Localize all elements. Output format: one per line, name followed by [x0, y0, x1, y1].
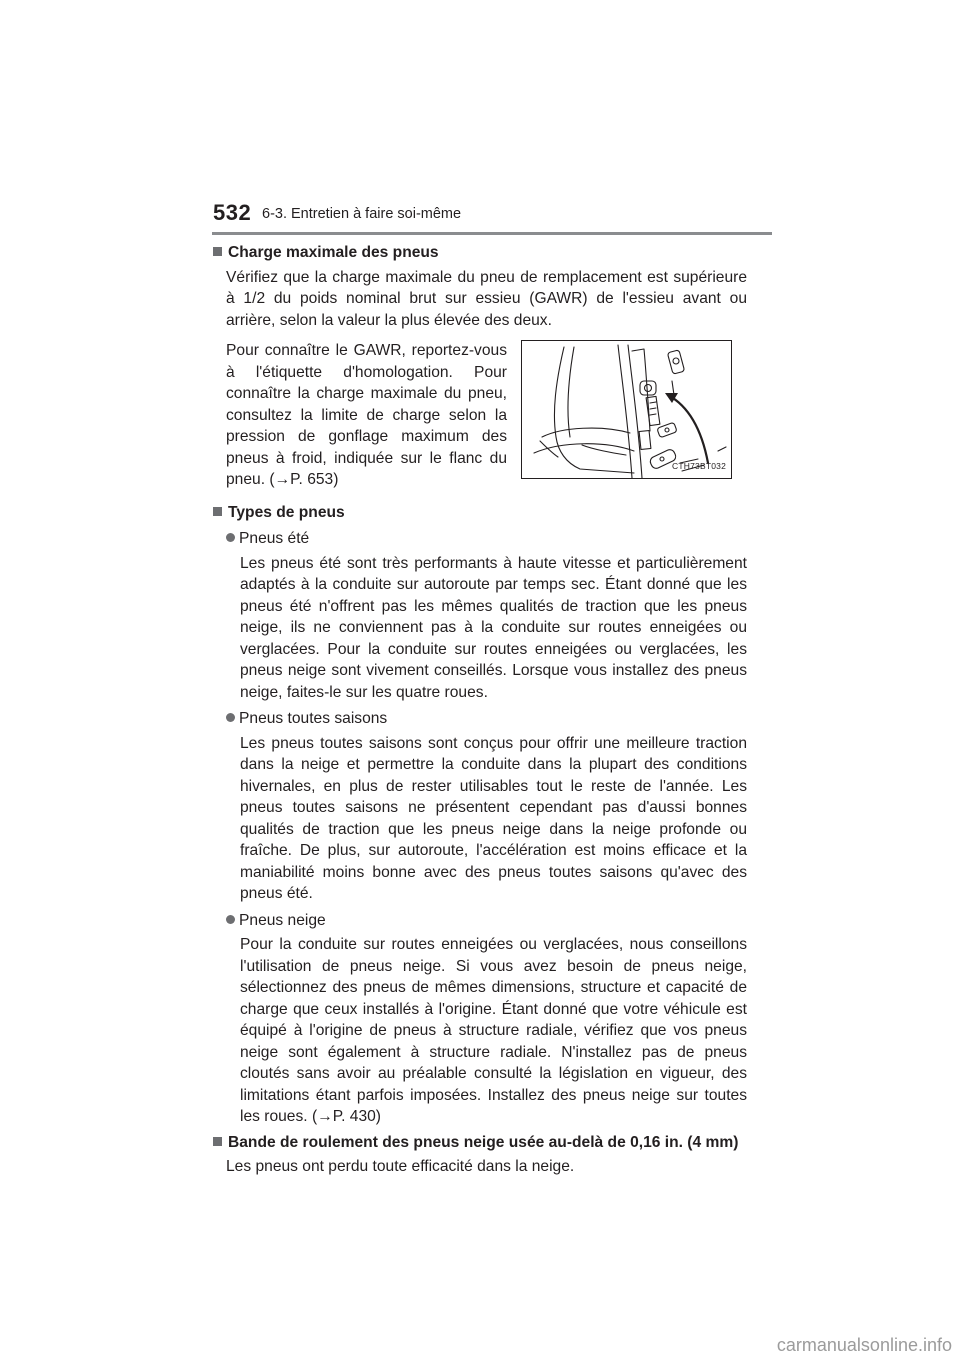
heading-tread-text: Bande de roulement des pneus neige usée au-delà de 0,16 in. (4 mm)	[228, 1133, 739, 1151]
round-bullet-icon	[226, 533, 235, 542]
page-content	[213, 242, 747, 1178]
bullet-all-season	[226, 708, 747, 730]
load-para-2: Pour connaître le GAWR, reportez-vous à l'étiquette d'homologation. Pour connaître la charge maximale du pneu, consultez la limite de charge selon la pression de gonflage maximum des pneus à froid, indiquée sur le flanc du pneu. (→P. 653)	[226, 342, 507, 488]
heading-tread	[213, 1132, 747, 1154]
bullet-snow	[226, 910, 747, 932]
section-title: 6-3. Entretien à faire soi-même	[262, 206, 462, 222]
load-block	[226, 340, 747, 491]
page-number: 532	[213, 200, 252, 225]
square-bullet-icon	[213, 247, 222, 256]
summer-text: Les pneus été sont très performants à haute vitesse et particulièrement adaptés à la conduite sur autoroute par temps sec. Étant donné que les pneus été n'offrent pas les mêmes qualités de traction que les pneus neige, ils ne conviennent pas à la conduite sur routes enneigées ou verglacées. Pour la conduite sur routes enneigées ou verglacées, les pneus neige sont vivement conseillés. Lorsque vous installez des pneus neige, faites-le sur les quatre roues.	[240, 554, 747, 701]
all-season-text: Les pneus toutes saisons sont conçus pour offrir une meilleure traction dans la neige et permettre la conduite dans la plupart des conditions hivernales, en plus de rester utilisables tout le reste de l'année. Les pneus toutes saisons ne présentent cependant pas d'aussi bonnes qualités de traction que les pneus neige dans la neige profonde ou fraîche. De plus, sur autoroute, l'accélération est moins efficace et la maniabilité moins bonne avec des pneus toutes saisons qu'avec des pneus été.	[240, 734, 747, 902]
round-bullet-icon	[226, 915, 235, 924]
summer-title: Pneus été	[239, 530, 310, 547]
bullet-summer	[226, 528, 747, 550]
header-rule	[212, 232, 772, 235]
heading-types	[213, 502, 747, 524]
all-season-title: Pneus toutes saisons	[239, 710, 388, 727]
snow-title: Pneus neige	[239, 911, 326, 929]
square-bullet-icon	[213, 507, 222, 516]
square-bullet-icon	[213, 1137, 222, 1146]
snow-text: Pour la conduite sur routes enneigées ou verglacées, nous conseillons l'utilisation de pneus neige. Si vous avez besoin de pneus neige, sélectionnez des pneus de mêmes dimensions, structure et capacité de charge que ceux installés à l'origine. Étant donné que votre véhicule est équipé à l'origine de pneus à structure radiale, vérifiez que vos pneus neige sont également à structure radiale. N'installez pas de pneus cloutés sans avoir au préalable consulté la législation en vigueur, des limitations étant parfois imposées. Installez des pneus neige sur toutes les roues. (→P. 430)	[240, 936, 747, 1125]
heading-load-text: Charge maximale des pneus	[228, 244, 439, 261]
certification-label-figure	[521, 340, 732, 479]
watermark: carmanualsonline.info	[776, 1335, 952, 1355]
load-para-1: Vérifiez que la charge maximale du pneu de remplacement est supérieure à 1/2 du poids nominal brut sur essieu (GAWR) de l'essieu avant ou arrière, selon la valeur la plus élevée des deux.	[226, 268, 747, 329]
heading-types-text: Types de pneus	[228, 503, 345, 521]
tread-text: Les pneus ont perdu toute efficacité dans la neige.	[226, 1158, 575, 1175]
heading-load	[213, 242, 747, 264]
figure-code: CTH73BT032	[672, 460, 726, 471]
round-bullet-icon	[226, 713, 235, 722]
